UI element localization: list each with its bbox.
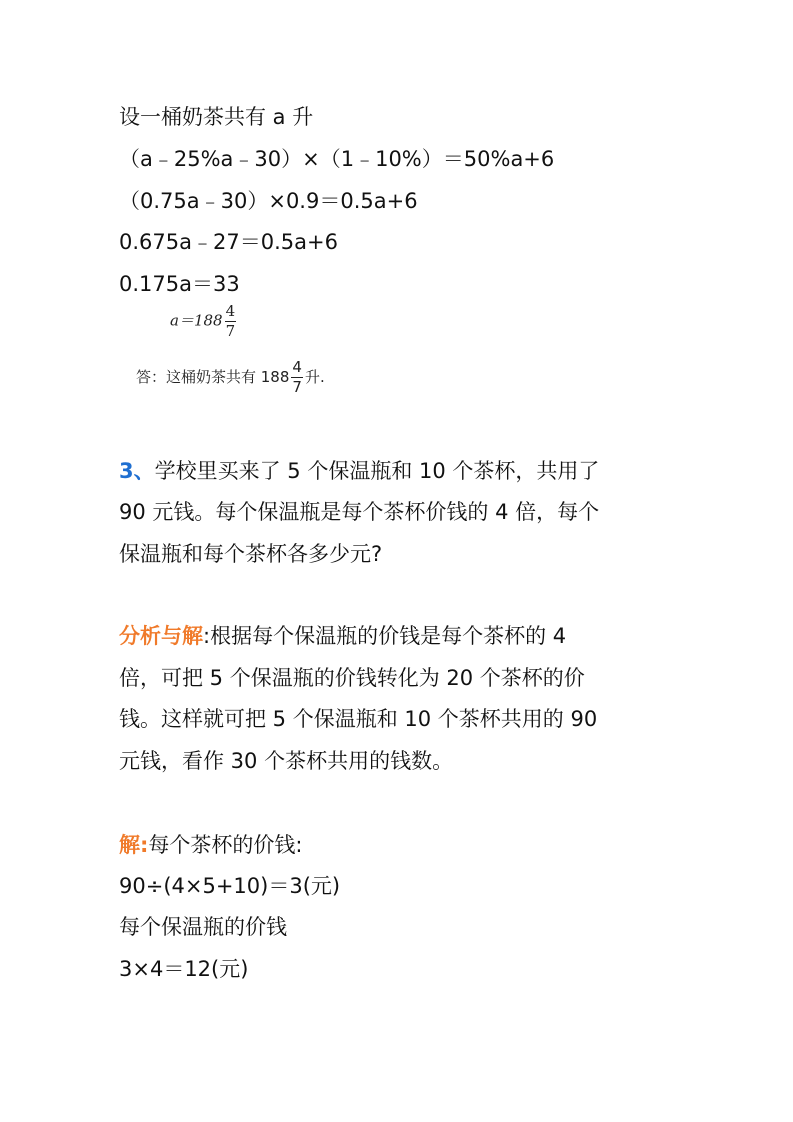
solution-line-5: 0.175a＝33 — [119, 272, 240, 296]
analysis-line-4: 元钱，看作 30 个茶杯共用的钱数。 — [119, 749, 454, 773]
solution-line-2: （a﹣25%a﹣30）×（1﹣10%）＝50%a+6 — [119, 147, 555, 171]
analysis-label: 分析与解 — [119, 624, 203, 648]
solution-line-4: 0.675a﹣27＝0.5a+6 — [119, 230, 338, 254]
problem-3-line-1 — [119, 456, 599, 486]
solution-3-line-4: 3×4＝12(元) — [119, 957, 249, 981]
analysis-line-1 — [119, 621, 566, 651]
analysis-line-2: 倍，可把 5 个保温瓶的价钱转化为 20 个茶杯的价 — [119, 666, 585, 690]
result-equation — [170, 304, 238, 339]
answer-fraction — [291, 360, 303, 395]
solution-3-line-2: 90÷(4×5+10)＝3(元) — [119, 874, 341, 898]
answer-fraction-numerator: 4 — [292, 358, 302, 376]
problem-3-line-3: 保温瓶和每个茶杯各多少元? — [119, 542, 383, 566]
result-equation-lhs: a＝188 — [170, 311, 223, 330]
problem-number: 3、 — [119, 459, 155, 483]
solution-3-line-1 — [119, 830, 302, 860]
result-fraction-numerator: 4 — [225, 302, 236, 320]
answer-fraction-denominator: 7 — [292, 378, 302, 396]
result-fraction — [225, 304, 237, 339]
analysis-text-1: :根据每个保温瓶的价钱是每个茶杯的 4 — [203, 624, 567, 648]
solution-line-3: （0.75a﹣30）×0.9＝0.5a+6 — [119, 189, 418, 213]
analysis-line-3: 钱。这样就可把 5 个保温瓶和 10 个茶杯共用的 90 — [119, 707, 598, 731]
solution-3-text-1: 每个茶杯的价钱: — [148, 833, 303, 857]
answer-suffix: 升. — [304, 368, 325, 386]
answer-prefix: 答：这桶奶茶共有 188 — [136, 368, 290, 386]
result-fraction-denominator: 7 — [225, 322, 236, 340]
solution-line-1: 设一桶奶茶共有 a 升 — [119, 105, 314, 129]
answer-statement — [136, 360, 325, 395]
solution-label: 解: — [119, 833, 149, 857]
solution-3-line-3: 每个保温瓶的价钱 — [119, 915, 287, 939]
problem-3-text-1: 学校里买来了 5 个保温瓶和 10 个茶杯，共用了 — [154, 459, 600, 483]
problem-3-line-2: 90 元钱。每个保温瓶是每个茶杯价钱的 4 倍，每个 — [119, 500, 600, 524]
